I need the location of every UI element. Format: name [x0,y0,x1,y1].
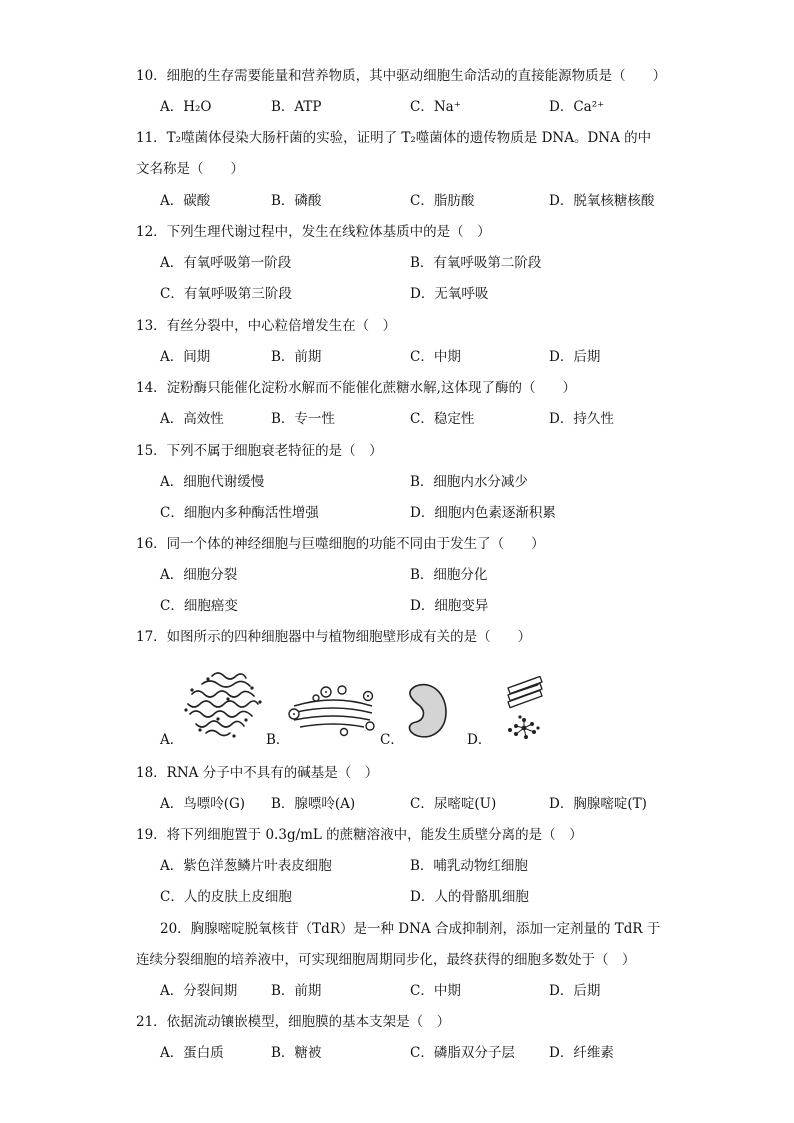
q21-stem: 21．依据流动镶嵌模型，细胞膜的基本支架是（ ） [136,1014,451,1030]
golgi-apparatus-icon [286,684,378,738]
q14-option-d: D．持久性 [549,411,614,427]
q13-option-b: B．前期 [271,349,322,365]
q20-option-b: B．前期 [271,983,322,999]
q17-option-d: D． [467,732,492,748]
q17-stem: 17．如图所示的四种细胞器中与植物细胞壁形成有关的是（ ） [136,629,532,645]
q11-option-a: A．碳酸 [160,193,211,209]
q15-option-c: C．细胞内多种酶活性增强 [160,505,319,521]
q16-stem: 16．同一个体的神经细胞与巨噬细胞的功能不同由于发生了（ ） [136,536,545,552]
q20-option-a: A．分裂间期 [160,983,238,999]
centriole-icon [494,676,550,740]
q15-stem: 15．下列不属于细胞衰老特征的是（ ） [136,443,383,459]
q21-option-a: A．蛋白质 [160,1045,224,1061]
q16-option-c: C．细胞癌变 [160,598,238,614]
q21-option-b: B．糖被 [271,1045,322,1061]
q11-option-c: C．脂肪酸 [410,193,475,209]
q19-option-d: D．人的骨骼肌细胞 [410,889,529,905]
q14-option-b: B．专一性 [271,411,335,427]
q11-option-b: B．磷酸 [271,193,322,209]
q20-option-c: C．中期 [410,983,461,999]
q11-stem-line1: 11．T₂噬菌体侵染大肠杆菌的实验，证明了 T₂噬菌体的遗传物质是 DNA。DNA 的中 [136,130,652,146]
q17-option-b: B． [266,732,290,748]
vacuole-icon [402,682,448,740]
q10-option-c: C．Na⁺ [410,99,461,115]
q16-option-a: A．细胞分裂 [160,567,238,583]
q19-option-a: A．紫色洋葱鳞片叶表皮细胞 [160,858,332,874]
q12-option-c: C．有氧呼吸第三阶段 [160,286,292,302]
q10-stem: 10．细胞的生存需要能量和营养物质，其中驱动细胞生命活动的直接能源物质是（ ） [136,68,667,84]
q20-option-d: D．后期 [549,983,601,999]
q13-option-a: A．间期 [160,349,211,365]
q10-option-d: D．Ca²⁺ [549,99,605,115]
q15-option-d: D．细胞内色素逐渐积累 [410,505,556,521]
q13-stem: 13．有丝分裂中，中心粒倍增发生在（ ） [136,318,397,334]
q15-option-a: A．细胞代谢缓慢 [160,474,265,490]
q20-stem-line2: 连续分裂细胞的培养液中，可实现细胞周期同步化，最终获得的细胞多数处于（ ） [136,952,636,968]
q16-option-d: D．细胞变异 [410,598,489,614]
q18-stem: 18．RNA 分子中不具有的碱基是（ ） [136,765,379,781]
q12-option-d: D．无氧呼吸 [410,286,489,302]
q17-option-c: C． [380,732,404,748]
q14-stem: 14．淀粉酶只能催化淀粉水解而不能催化蔗糖水解,这体现了酶的（ ） [136,380,576,396]
q14-option-c: C．稳定性 [410,411,475,427]
q21-option-d: D．纤维素 [549,1045,614,1061]
q15-option-b: B．细胞内水分减少 [410,474,528,490]
q16-option-b: B．细胞分化 [410,567,488,583]
q19-option-b: B．哺乳动物红细胞 [410,858,528,874]
q18-option-c: C．尿嘧啶(U) [410,796,497,812]
q10-option-b: B．ATP [271,99,322,115]
q11-option-d: D．脱氧核糖核酸 [549,193,655,209]
q19-stem: 19．将下列细胞置于 0.3g/mL 的蔗糖溶液中，能发生质壁分离的是（ ） [136,827,583,843]
q12-option-b: B．有氧呼吸第二阶段 [410,255,542,271]
q12-stem: 12．下列生理代谢过程中，发生在线粒体基质中的是（ ） [136,224,491,240]
q18-option-a: A．鸟嘌呤(G) [160,796,246,812]
q17-option-a: A． [160,732,184,748]
q19-option-c: C．人的皮肤上皮细胞 [160,889,292,905]
q11-stem-line2: 文名称是（ ） [136,161,244,177]
q13-option-c: C．中期 [410,349,461,365]
endoplasmic-reticulum-icon [182,668,266,740]
q14-option-a: A．高效性 [160,411,224,427]
q10-option-a: A．H₂O [160,99,212,115]
q12-option-a: A．有氧呼吸第一阶段 [160,255,292,271]
q18-option-d: D．胸腺嘧啶(T) [549,796,647,812]
q21-option-c: C．磷脂双分子层 [410,1045,515,1061]
q18-option-b: B．腺嘌呤(A) [271,796,356,812]
q13-option-d: D．后期 [549,349,601,365]
q20-stem-line1: 20．胸腺嘧啶脱氧核苷（TdR）是一种 DNA 合成抑制剂，添加一定剂量的 TdR 于 [160,921,661,937]
